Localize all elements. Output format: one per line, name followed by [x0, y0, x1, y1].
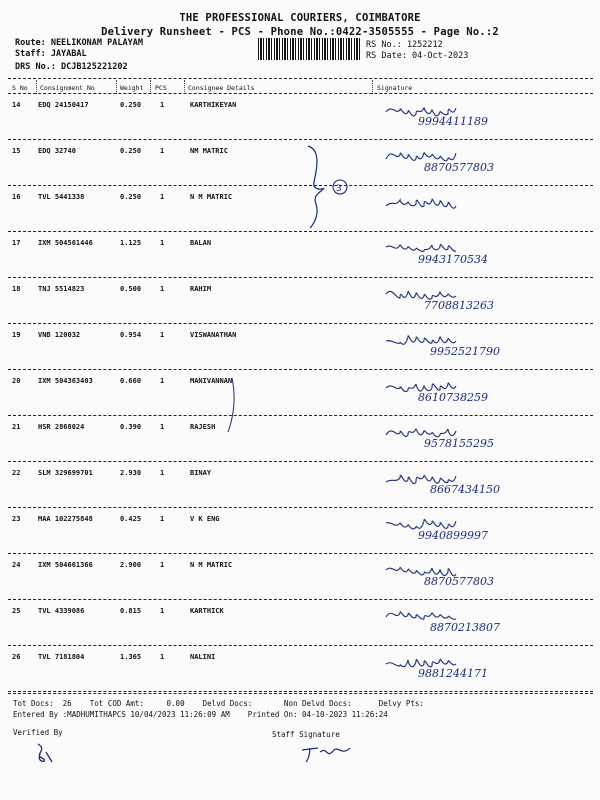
totals-line: Tot Docs: 26 Tot COD Amt: 0.00 Delvd Docs: Non Delvd Docs: Delvy Pts:: [13, 699, 424, 708]
handwritten-phone: 9943170534: [418, 253, 488, 266]
staff-label: Staff: JAYABAL: [15, 49, 87, 59]
row-rule: [8, 461, 593, 462]
sno-cell: 18: [12, 285, 21, 293]
row-rule: [8, 691, 593, 692]
weight-cell: 2.900: [120, 561, 142, 569]
row-rule: [8, 139, 593, 140]
handwritten-signature: [380, 189, 590, 229]
verifier-signature: [28, 740, 58, 766]
weight-cell: 1.125: [120, 239, 142, 247]
pcs-cell: 1: [160, 331, 165, 339]
sno-cell: 21: [12, 423, 21, 431]
entered-by-line: Entered By :MADHUMITHAPCS 10/04/2023 11:26:09 AM Printed On: 04-10-2023 11:26:24: [13, 710, 388, 719]
header-rule: [8, 78, 593, 79]
sno-cell: 23: [12, 515, 21, 523]
handwritten-signature: [380, 557, 590, 597]
weight-cell: 0.660: [120, 377, 142, 385]
runsheet-subtitle: Delivery Runsheet - PCS - Phone No.:0422-3505555 - Page No.:2: [101, 26, 499, 38]
consignee-cell: KARTHICK: [190, 607, 224, 615]
sno-cell: 20: [12, 377, 21, 385]
handwritten-signature: [380, 281, 590, 321]
consignment-cell: VNB 120032: [38, 331, 81, 339]
consignment-cell: HSR 2868024: [38, 423, 85, 431]
row-rule: [8, 369, 593, 370]
handwritten-signature: [380, 373, 590, 413]
sno-cell: 26: [12, 653, 21, 661]
handwritten-signature: [380, 419, 590, 459]
header-rule-bottom: [8, 93, 593, 94]
handwritten-phone: 8870577803: [424, 161, 494, 174]
weight-cell: 0.815: [120, 607, 142, 615]
rs-date: RS Date: 04-Oct-2023: [366, 51, 469, 61]
weight-cell: 0.250: [120, 193, 142, 201]
footer-rule: [8, 693, 593, 694]
handwritten-phone: 8870213807: [430, 621, 500, 634]
company-title: THE PROFESSIONAL COURIERS, COIMBATORE: [179, 12, 421, 24]
pcs-cell: 1: [160, 607, 165, 615]
consignment-cell: IXM 504661366: [38, 561, 93, 569]
handwritten-phone: 9578155295: [424, 437, 494, 450]
pcs-cell: 1: [160, 469, 165, 477]
staff-signature-label: Staff Signature: [272, 730, 340, 739]
route-label: Route: NEELIKONAM PALAYAM: [15, 38, 143, 48]
handwritten-signature: [380, 143, 590, 183]
sno-cell: 16: [12, 193, 21, 201]
col-weight: Weight: [120, 84, 144, 92]
row-rule: [8, 277, 593, 278]
weight-cell: 0.425: [120, 515, 142, 523]
staff-signature: [298, 738, 358, 766]
consignment-cell: MAA 102275848: [38, 515, 93, 523]
verified-by-label: Verified By: [13, 728, 63, 737]
col-pcs: PCS: [155, 84, 167, 92]
sno-cell: 24: [12, 561, 21, 569]
pcs-cell: 1: [160, 147, 165, 155]
weight-cell: 2.930: [120, 469, 142, 477]
consignee-cell: RAHIM: [190, 285, 212, 293]
pcs-cell: 1: [160, 423, 165, 431]
sno-cell: 19: [12, 331, 21, 339]
svg-text:3: 3: [336, 184, 342, 194]
consignee-cell: RAJESH: [190, 423, 216, 431]
weight-cell: 0.390: [120, 423, 142, 431]
consignment-cell: TNJ 5514823: [38, 285, 85, 293]
pcs-cell: 1: [160, 239, 165, 247]
handwritten-signature: [380, 649, 590, 689]
weight-cell: 0.250: [120, 147, 142, 155]
sno-cell: 22: [12, 469, 21, 477]
col-consignee: Consignee Details: [188, 84, 255, 92]
weight-cell: 0.250: [120, 101, 142, 109]
consignee-cell: N M MATRIC: [190, 561, 233, 569]
sno-cell: 14: [12, 101, 21, 109]
pen-mark: [222, 376, 242, 436]
pcs-cell: 1: [160, 193, 165, 201]
consignment-cell: IXM 504363403: [38, 377, 93, 385]
handwritten-phone: 8610738259: [418, 391, 488, 404]
consignee-cell: BALAN: [190, 239, 212, 247]
sno-cell: 25: [12, 607, 21, 615]
consignment-cell: EDQ 24150417: [38, 101, 89, 109]
sno-cell: 15: [12, 147, 21, 155]
handwritten-signature: [380, 235, 590, 275]
pcs-cell: 1: [160, 377, 165, 385]
consignment-cell: TVL 5441338: [38, 193, 85, 201]
handwritten-signature: [380, 465, 590, 505]
weight-cell: 1.365: [120, 653, 142, 661]
consignment-cell: EDQ 32740: [38, 147, 76, 155]
handwritten-signature: [380, 511, 590, 551]
consignment-cell: IXM 504561446: [38, 239, 93, 247]
handwritten-phone: 8870577803: [424, 575, 494, 588]
handwritten-signature: [380, 327, 590, 367]
weight-cell: 0.954: [120, 331, 142, 339]
col-consignment: Consignment No: [40, 84, 95, 92]
handwritten-phone: 8667434150: [430, 483, 500, 496]
consignee-cell: VISWANATHAN: [190, 331, 237, 339]
consignment-cell: TVL 4339086: [38, 607, 85, 615]
consignee-cell: KARTHIKEYAN: [190, 101, 237, 109]
rs-number: RS No.: 1252212: [366, 40, 443, 50]
col-sno: S No: [12, 84, 28, 92]
row-rule: [8, 645, 593, 646]
row-rule: [8, 553, 593, 554]
pcs-cell: 1: [160, 285, 165, 293]
barcode-image: [258, 38, 360, 60]
handwritten-phone: 9952521790: [430, 345, 500, 358]
consignee-cell: V K ENG: [190, 515, 220, 523]
consignee-cell: N M MATRIC: [190, 193, 233, 201]
handwritten-phone: 9994411189: [418, 115, 488, 128]
row-rule: [8, 599, 593, 600]
brace-annotation: [300, 142, 360, 232]
handwritten-signature: [380, 603, 590, 643]
pcs-cell: 1: [160, 653, 165, 661]
col-signature: Signature: [377, 84, 413, 92]
pcs-cell: 1: [160, 561, 165, 569]
consignment-cell: TVL 7181804: [38, 653, 85, 661]
pcs-cell: 1: [160, 101, 165, 109]
consignee-cell: NM MATRIC: [190, 147, 228, 155]
consignment-cell: SLM 329699701: [38, 469, 93, 477]
row-rule: [8, 507, 593, 508]
pcs-cell: 1: [160, 515, 165, 523]
weight-cell: 0.500: [120, 285, 142, 293]
consignee-cell: MANIVANNAN: [190, 377, 233, 385]
handwritten-phone: 7708813263: [424, 299, 494, 312]
handwritten-signature: [380, 97, 590, 137]
row-rule: [8, 415, 593, 416]
sno-cell: 17: [12, 239, 21, 247]
handwritten-phone: 9881244171: [418, 667, 488, 680]
row-rule: [8, 323, 593, 324]
handwritten-phone: 9940899997: [418, 529, 488, 542]
drs-number: DRS No.: DCJB125221202: [15, 62, 128, 72]
consignee-cell: NALINI: [190, 653, 216, 661]
consignee-cell: BINAY: [190, 469, 212, 477]
